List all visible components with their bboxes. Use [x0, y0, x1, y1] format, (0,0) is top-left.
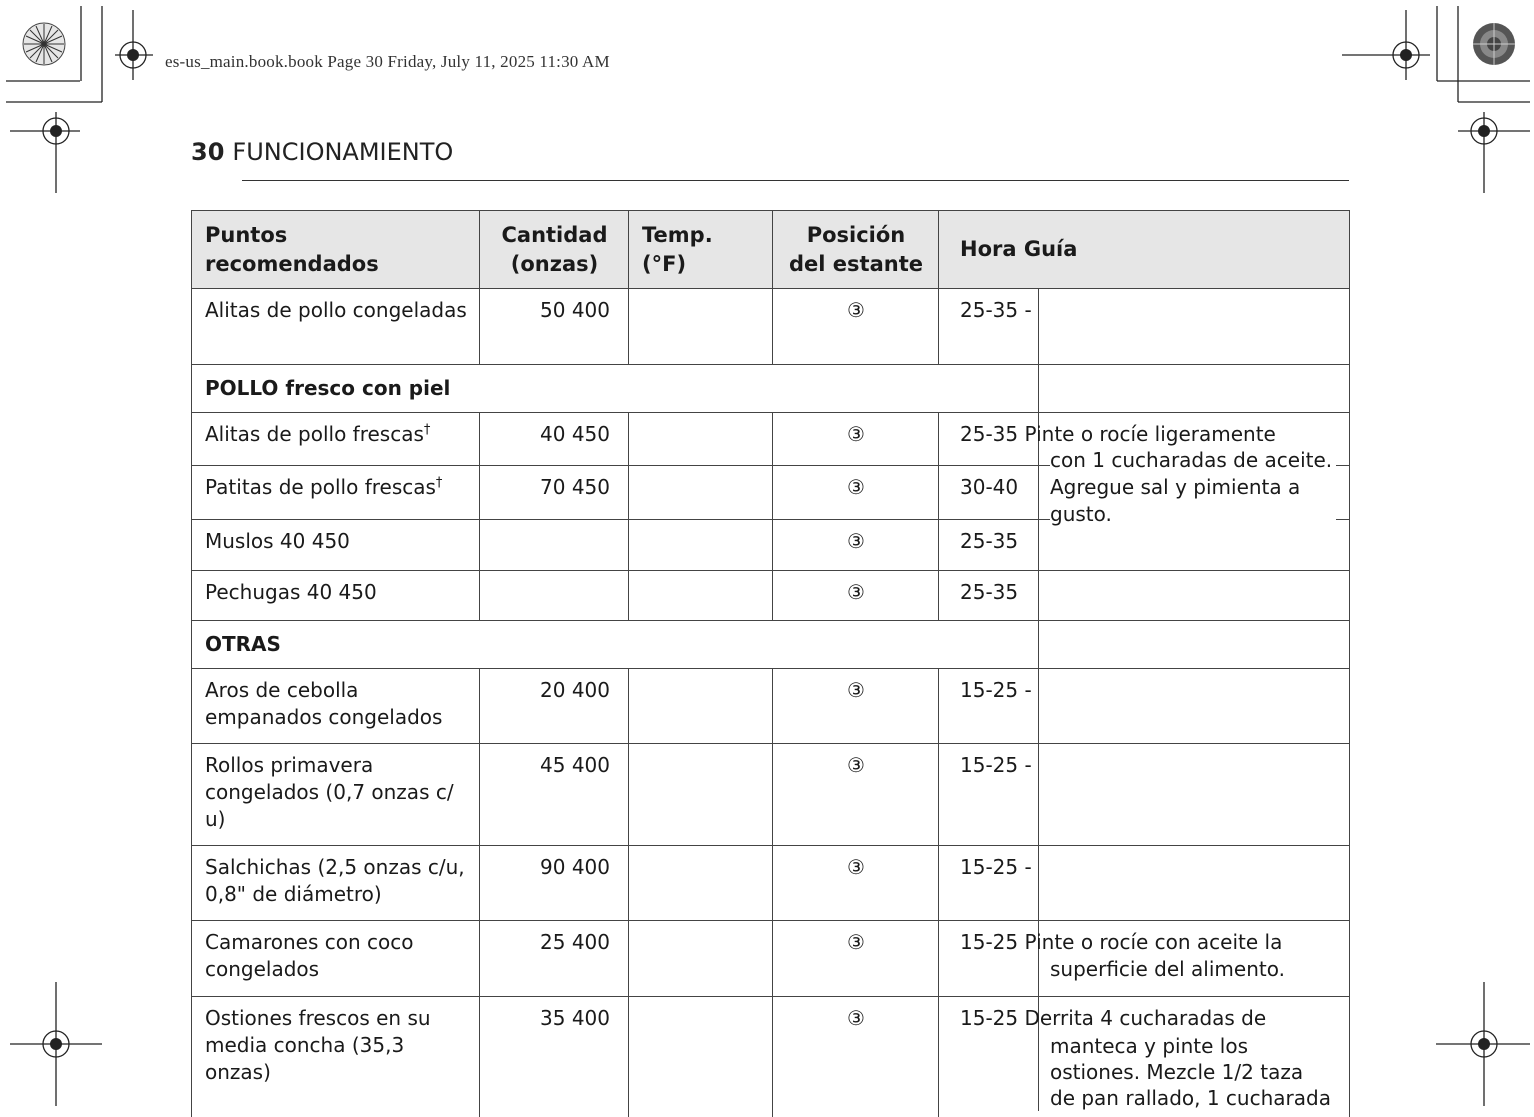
header-item: Puntos recomendados — [192, 211, 480, 288]
temperature — [629, 571, 773, 620]
table-row — [192, 846, 1349, 921]
rack-position: ③ — [773, 289, 939, 364]
table-row — [192, 744, 1349, 846]
rack-position: ③ — [773, 571, 939, 620]
table-row — [192, 997, 1349, 1117]
footnote-mark: † — [423, 422, 431, 438]
rack-position: ③ — [773, 413, 939, 465]
page-number: 30 — [191, 138, 225, 166]
section-row — [192, 365, 1349, 413]
item-name: Alitas de pollo frescas† — [192, 413, 480, 465]
item-name: Salchichas (2,5 onzas c/u, 0,8" de diámetro) — [192, 846, 480, 920]
footnote-mark: † — [435, 475, 443, 491]
page-header — [191, 138, 453, 166]
section-title: FUNCIONAMIENTO — [232, 138, 454, 166]
time: 25-35 — [960, 529, 1019, 553]
table-row — [192, 669, 1349, 744]
rack-position: ③ — [773, 520, 939, 570]
quantity: 20 400 — [480, 669, 629, 743]
header-quantity: Cantidad (onzas) — [480, 211, 629, 288]
header-temp: Temp. (°F) — [629, 211, 773, 288]
chicken-note: con 1 cucharadas de aceite. Agregue sal y pimienta a gusto. — [1050, 447, 1336, 528]
temperature — [629, 520, 773, 570]
time: 15-25 - — [960, 753, 1032, 777]
quantity: 50 400 — [480, 289, 629, 364]
time: 15-25 - — [960, 855, 1032, 879]
section-label: POLLO fresco con piel — [205, 376, 451, 400]
quantity: 45 400 — [480, 744, 629, 845]
time-and-note: 25-35 Pinte o rocíe ligeramente con 1 cucharadas de aceite. Agregue sal y pimienta a gusto. — [939, 413, 1349, 465]
table-row — [192, 289, 1349, 365]
rack-position: ③ — [773, 846, 939, 920]
temperature — [629, 669, 773, 743]
item-name: Pechugas 40 450 — [192, 571, 480, 620]
item-name: Muslos 40 450 — [192, 520, 480, 570]
table-row — [192, 571, 1349, 621]
time: 15-25 - — [960, 678, 1032, 702]
header-time: Hora Guía — [960, 237, 1078, 261]
rack-position: ③ — [773, 744, 939, 845]
time-and-note: 15-25 Pinte o rocíe con aceite la superficie del alimento. — [960, 930, 1285, 981]
oyster-note: manteca y pinte los ostiones. Mezcle 1/2 taza de pan rallado, 1 cucharada — [1050, 1034, 1331, 1110]
time-and-note: 15-25 Derrita 4 cucharadas de manteca y pinte los ostiones. Mezcle 1/2 taza de pan rallado, 1 cucharada — [960, 1006, 1331, 1110]
print-slug: es-us_main.book.book Page 30 Friday, July 11, 2025 11:30 AM — [165, 52, 610, 71]
rack-position: ③ — [773, 997, 939, 1117]
quantity — [480, 520, 629, 570]
temperature — [629, 289, 773, 364]
item-name: Camarones con coco congelados — [192, 921, 480, 996]
time: 30-40 — [960, 475, 1019, 499]
table-header-row — [192, 211, 1349, 289]
rack-position: ③ — [773, 669, 939, 743]
header-rule — [242, 180, 1349, 181]
quantity: 35 400 — [480, 997, 629, 1117]
time: 25-35 — [960, 580, 1019, 604]
item-name: Ostiones frescos en su media concha (35,3 onzas) — [192, 997, 480, 1117]
quantity: 40 450 — [480, 413, 629, 465]
quantity: 70 450 — [480, 466, 629, 519]
header-rack: Posición del estante — [773, 211, 939, 288]
rack-position: ③ — [773, 921, 939, 996]
table-row — [192, 921, 1349, 997]
item-name: Rollos primavera congelados (0,7 onzas c/ u) — [192, 744, 480, 845]
section-label: OTRAS — [205, 632, 281, 656]
time: 25-35 - — [960, 298, 1032, 322]
temperature — [629, 744, 773, 845]
quantity: 90 400 — [480, 846, 629, 920]
temperature — [629, 997, 773, 1117]
item-name: Alitas de pollo congeladas — [192, 289, 480, 364]
quantity — [480, 571, 629, 620]
section-row — [192, 621, 1349, 669]
shrimp-note: superficie del alimento. — [1050, 957, 1285, 981]
cooking-guide-table — [191, 210, 1350, 1117]
item-name: Patitas de pollo frescas† — [192, 466, 480, 519]
rack-position: ③ — [773, 466, 939, 519]
item-name: Aros de cebolla empanados congelados — [192, 669, 480, 743]
quantity: 25 400 — [480, 921, 629, 996]
temperature — [629, 466, 773, 519]
temperature — [629, 921, 773, 996]
temperature — [629, 846, 773, 920]
temperature — [629, 413, 773, 465]
